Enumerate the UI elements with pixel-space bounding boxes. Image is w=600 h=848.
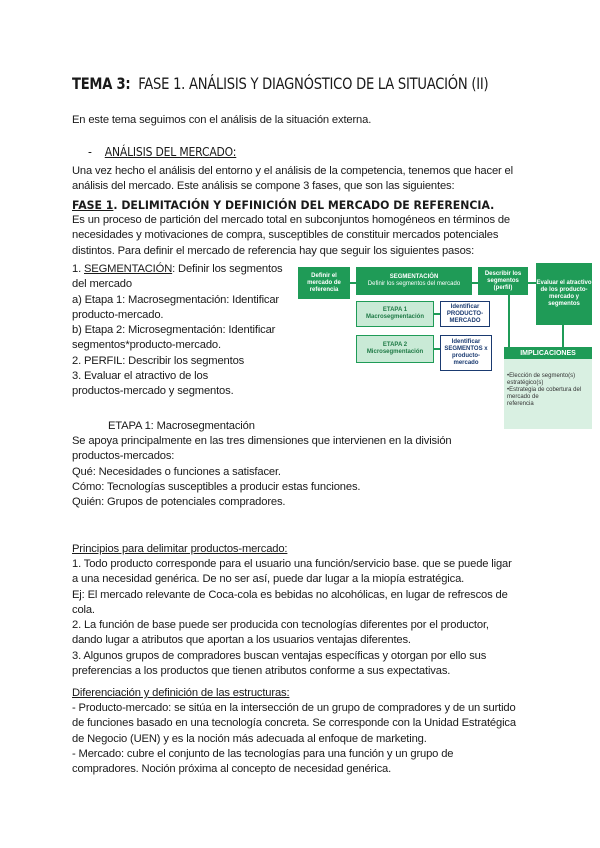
text-line: producto-mercado. xyxy=(72,308,164,321)
text-line: referencia xyxy=(507,401,534,407)
step-1-rest: : Definir los segmentos xyxy=(172,263,283,275)
fase1-paragraph xyxy=(72,213,510,259)
text-line: a) Etapa 1: Macrosegmentación: Identificar xyxy=(72,293,279,306)
step-1 xyxy=(72,262,282,277)
section-dash: - xyxy=(88,145,92,159)
text-line: productos-mercados: xyxy=(72,450,175,463)
box-segmentacion-title: SEGMENTACIÓN xyxy=(389,274,439,280)
text-line: análisis del mercado. Este análisis se compone 3 fases, que son las siguientes: xyxy=(72,180,455,193)
text-line: compradores. Noción próxima al concepto de necesidad genérica. xyxy=(72,763,392,776)
text-line: cola. xyxy=(72,603,95,616)
box-definir-mercado: Definir el mercado de referencia xyxy=(298,267,350,299)
step-1-prefix: 1. xyxy=(72,263,84,275)
text-line: necesidades y motivaciones de compra, susceptibles de constituir mercados potenciales xyxy=(72,229,499,242)
text-line: dando lugar a atributos que aportan a los usuarios ventajas diferentes. xyxy=(72,634,411,647)
text-line: 2. PERFIL: Describir los segmentos xyxy=(72,354,245,367)
text-line: de funciones basado en una tecnología concreta. Se corresponde con la Unidad Estratégica xyxy=(72,717,516,730)
text-line: •Elección de segmento(s) estratégico(s) xyxy=(507,373,576,386)
box-etapa-2: ETAPA 2 Microsegmentación xyxy=(356,335,434,363)
box-etapa-1: ETAPA 1 Macrosegmentación xyxy=(356,301,434,327)
text-line: de Negocio (UEN) y es la noción más adecuada al enfoque de marketing. xyxy=(72,732,427,745)
arrow-connector xyxy=(508,295,510,347)
box-identificar-segmentos: Identificar SEGMENTOS x producto-mercado xyxy=(440,335,492,371)
principios-paragraph xyxy=(72,557,512,679)
intro-text: En este tema seguimos con el análisis de la situación externa. xyxy=(72,114,372,126)
etapa1-paragraph xyxy=(72,434,451,510)
box-describir-segmentos: Describir los segmentos (perfil) xyxy=(478,267,528,295)
fase1-heading xyxy=(72,198,494,212)
step-1-link: SEGMENTACIÓN xyxy=(84,263,173,275)
section-heading xyxy=(88,145,236,159)
text-line: Es un proceso de partición del mercado total en subconjuntos homogéneos en términos de xyxy=(72,214,510,226)
text-line: segmentos*producto-mercado. xyxy=(72,339,221,352)
text-line: Una vez hecho el análisis del entorno y el análisis de la competencia, tenemos que hacer el xyxy=(72,165,513,177)
section-heading-text: ANÁLISIS DEL MERCADO: xyxy=(104,145,237,159)
steps-list xyxy=(72,262,282,400)
text-line: a una necesidad genérica. De no ser así, puede dar lugar a la miopía estratégica. xyxy=(72,573,465,586)
text-line: - Mercado: cubre el conjunto de las tecnologías para una función y un grupo de xyxy=(72,747,454,760)
section-paragraph xyxy=(72,164,513,195)
segmentation-diagram xyxy=(298,263,594,433)
text-line: 3. Algunos grupos de compradores buscan ventajas específicas y otorgan por ello sus xyxy=(72,649,487,662)
text-line: 3. Evaluar el atractivo de los xyxy=(72,370,209,383)
text-line: 1. Todo producto corresponde para el usuario una función/servicio base. que se puede ligar xyxy=(72,558,512,570)
text-line: Quién: Grupos de potenciales compradores. xyxy=(72,496,286,509)
arrow-connector xyxy=(528,282,536,284)
box-implicaciones: IMPLICACIONES xyxy=(504,347,592,359)
text-line: - Producto-mercado: se sitúa en la intersección de un grupo de compradores y de un surtido xyxy=(72,702,516,714)
box-evaluar-atractivo: Evaluar el atractivo de los producto-mercado y segmentos xyxy=(536,263,592,325)
text-line: Se apoya principalmente en las tres dimensiones que intervienen en la división xyxy=(72,435,452,447)
text-line: productos-mercado y segmentos. xyxy=(72,385,234,398)
text-line: Qué: Necesidades o funciones a satisfacer. xyxy=(72,465,281,478)
box-implicaciones-body xyxy=(504,359,592,429)
box-identificar-producto-mercado: Identificar PRODUCTO-MERCADO xyxy=(440,301,490,327)
box-segmentacion-sub: Definir los segmentos del mercado xyxy=(367,281,461,287)
text-line: Ej: El mercado relevante de Coca-cola es bebidas no alcohólicas, en lugar de refrescos de xyxy=(72,588,508,601)
fase1-label: FASE 1 xyxy=(72,198,114,212)
text-line: b) Etapa 2: Microsegmentación: Identificar xyxy=(72,324,276,337)
box-segmentacion xyxy=(356,267,472,295)
text-line: preferencias a los productos que tienen atributos conforme a sus expectativas. xyxy=(72,665,451,678)
text-line: 2. La función de base puede ser producida con tecnologías diferentes por el productor, xyxy=(72,619,489,632)
principios-heading: Principios para delimitar productos-mercado: xyxy=(72,543,288,555)
etapa1-heading: ETAPA 1: Macrosegmentación xyxy=(108,420,255,432)
text-line: Cómo: Tecnologías susceptibles a producir estas funciones. xyxy=(72,480,361,493)
title-rest: FASE 1. ANÁLISIS Y DIAGNÓSTICO DE LA SITUACIÓN (II) xyxy=(138,74,489,93)
diferenciacion-paragraph xyxy=(72,701,516,777)
title-bold: TEMA 3: xyxy=(72,74,131,93)
diferenciacion-heading: Diferenciación y definición de las estructuras: xyxy=(72,687,290,699)
fase1-rest: . DELIMITACIÓN Y DEFINICIÓN DEL MERCADO DE REFERENCIA. xyxy=(113,198,495,212)
text-line: del mercado xyxy=(72,278,132,291)
page-title xyxy=(72,74,488,93)
arrow-connector xyxy=(562,325,564,347)
text-line: •Estrategia de cobertura del mercado de xyxy=(507,387,582,400)
text-line: distintos. Para definir el mercado de referencia hay que seguir los siguientes pasos: xyxy=(72,244,475,257)
